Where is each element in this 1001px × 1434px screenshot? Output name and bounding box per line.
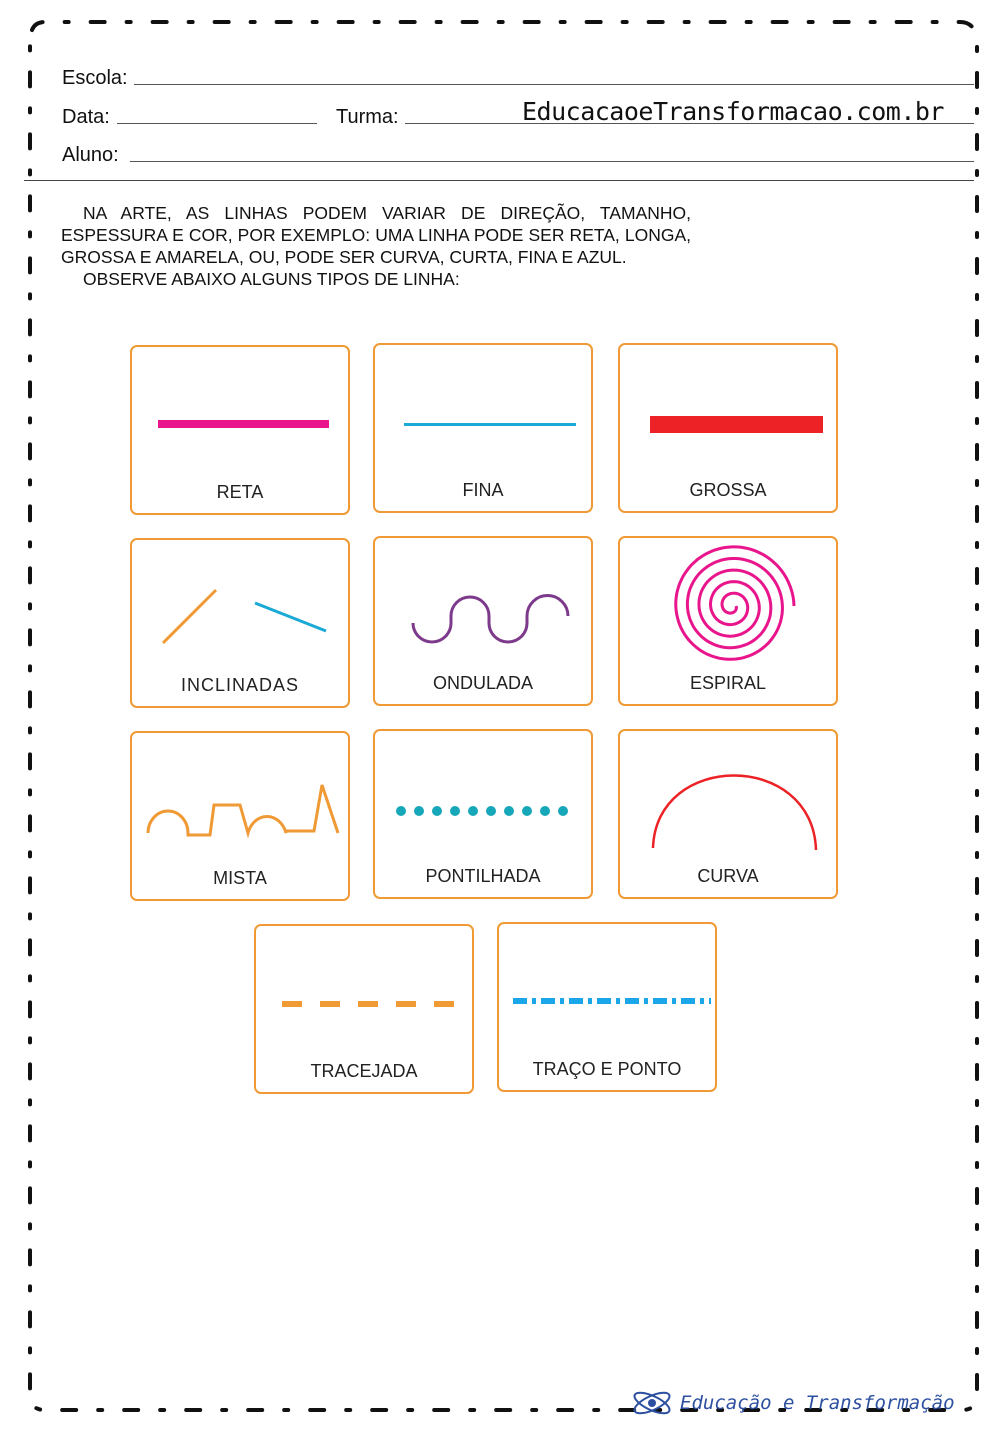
header-separator [24,180,974,181]
card-label: FINA [462,480,504,500]
card-label: INCLINADAS [180,675,300,695]
card-label: ONDULADA [432,673,534,693]
card-curva [618,729,838,899]
card-label: CURVA [697,866,759,886]
aluno-field[interactable] [130,161,974,162]
card-inclinadas [130,538,350,708]
card-ondulada [373,536,593,706]
intro-text [61,202,691,290]
card-espiral [618,536,838,706]
website-watermark: EducacaoeTransformacao.com.br [522,97,944,126]
card-label: RETA [216,482,264,502]
card-mista [130,731,350,901]
card-label: GROSSA [689,480,767,500]
card-label: ESPIRAL [689,673,767,693]
footer-brand-text: Educação e Transformação [680,1392,955,1414]
card-label: PONTILHADA [425,866,541,886]
card-tracejada [254,924,474,1094]
card-traco-ponto [497,922,717,1092]
card-label: TRACEJADA [310,1061,418,1081]
card-label: TRAÇO E PONTO [532,1059,682,1079]
intro-paragraph: NA ARTE, AS LINHAS PODEM VARIAR DE DIREÇÃO, TAMANHO, ESPESSURA E COR, POR EXEMPLO: UMA LINHA PODE SER RETA, LONGA, GROSSA E AMARELA, OU, PODE SER CURVA, CURTA, FINA E AZUL. [61,203,691,267]
turma-label: Turma: [336,106,399,128]
card-reta [130,345,350,515]
card-fina [373,343,593,513]
footer-brand [630,1386,955,1420]
escola-field[interactable] [134,84,974,85]
escola-label: Escola: [62,67,128,89]
data-label: Data: [62,106,110,128]
intro-instruction: OBSERVE ABAIXO ALGUNS TIPOS DE LINHA: [83,269,460,289]
aluno-label: Aluno: [62,144,119,166]
card-grossa [618,343,838,513]
data-field[interactable] [117,123,317,124]
card-pontilhada [373,729,593,899]
card-label: MISTA [213,868,267,888]
atom-logo-icon [630,1386,674,1420]
